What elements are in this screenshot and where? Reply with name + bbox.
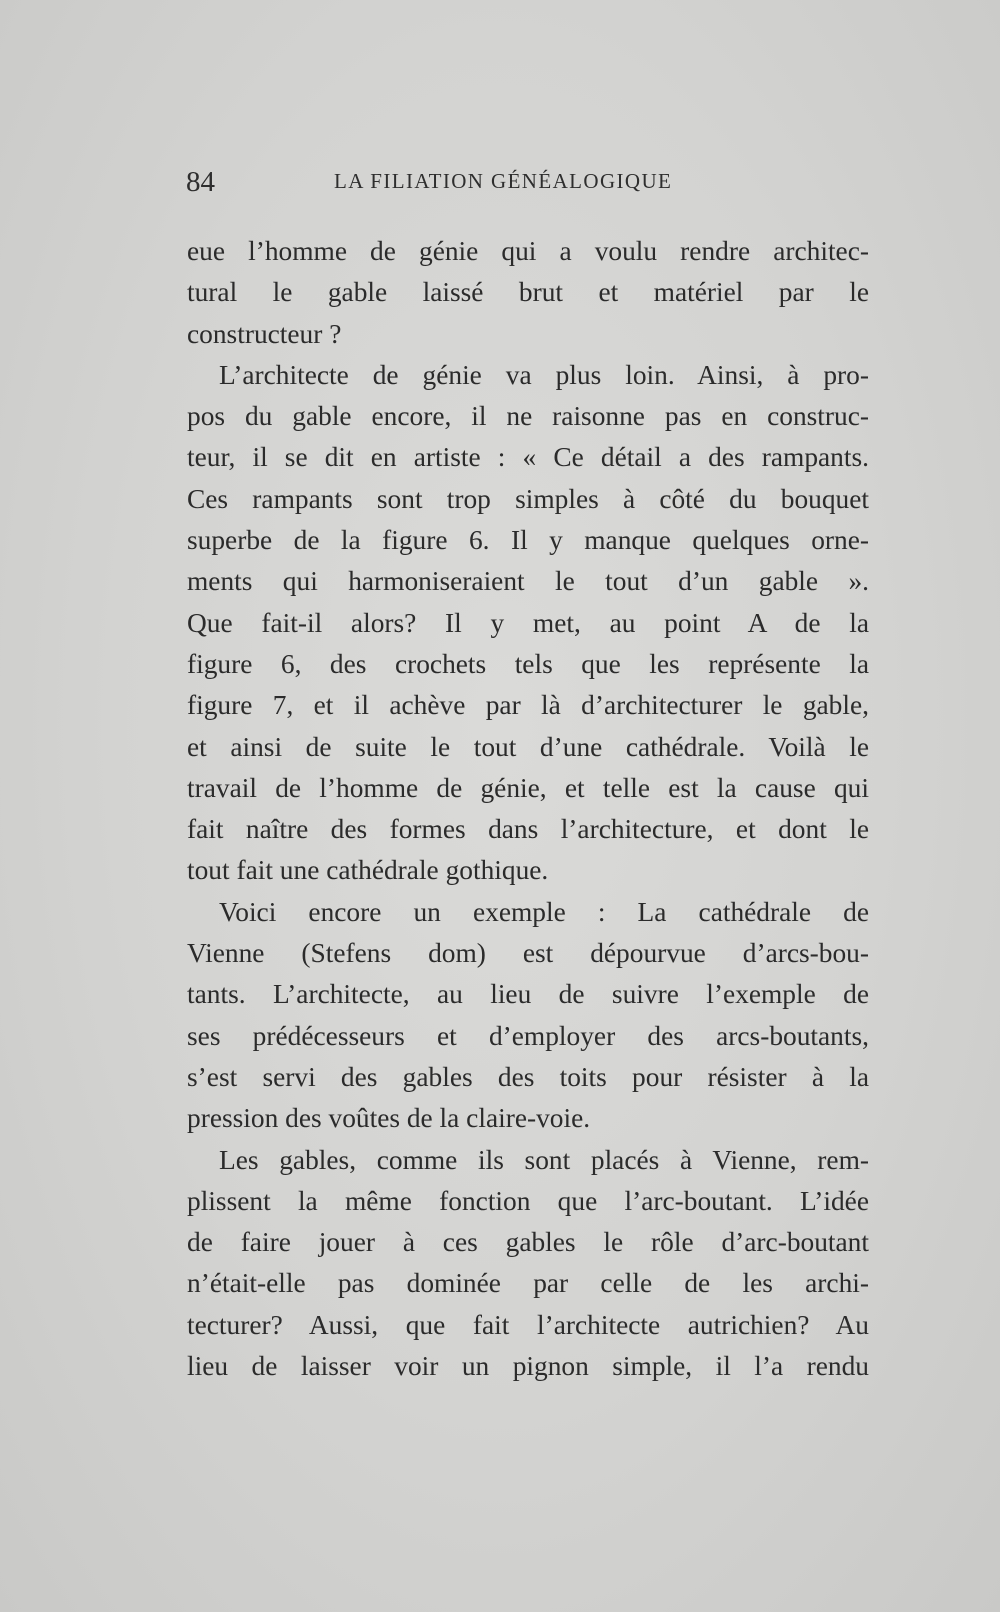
text-line: lieu de laisser voir un pignon simple, il l’a rendu [187, 1351, 869, 1382]
text-line: tecturer? Aussi, que fait l’architecte autrichien? Au [187, 1309, 869, 1340]
text-line: n’était-elle pas dominée par celle de les archi- [187, 1268, 869, 1299]
text-line: s’est servi des gables des toits pour résister à la [187, 1061, 869, 1092]
body-text [187, 231, 869, 1387]
running-head: LA FILIATION GÉNÉALOGIQUE [334, 169, 673, 193]
text-line: teur, il se dit en artiste : « Ce détail a des rampants. [187, 442, 869, 473]
paragraph-2 [187, 355, 869, 892]
text-line: et ainsi de suite le tout d’une cathédrale. Voilà le [187, 731, 869, 762]
paragraph-3 [187, 892, 869, 1140]
text-line: Ces rampants sont trop simples à côté du bouquet [187, 483, 869, 514]
text-line: L’architecte de génie va plus loin. Ainsi, à pro- [219, 359, 869, 390]
text-line: tout fait une cathédrale gothique. [187, 855, 549, 886]
text-line: pos du gable encore, il ne raisonne pas en construc- [187, 401, 869, 432]
paragraph-4 [187, 1140, 869, 1388]
text-line: tants. L’architecte, au lieu de suivre l’exemple de [187, 979, 869, 1010]
text-line: pression des voûtes de la claire-voie. [187, 1103, 591, 1134]
text-line: tural le gable laissé brut et matériel par le [187, 277, 869, 308]
page-header [186, 160, 876, 200]
text-line: superbe de la figure 6. Il y manque quelques orne- [187, 525, 869, 556]
paragraph-1 [187, 231, 869, 355]
text-line: figure 6, des crochets tels que les représente la [187, 648, 869, 679]
text-line: ments qui harmoniseraient le tout d’un gable ». [187, 566, 869, 597]
text-line: constructeur ? [187, 318, 342, 349]
text-line: figure 7, et il achève par là d’architecturer le gable, [187, 690, 869, 721]
text-line: Que fait-il alors? Il y met, au point A de la [187, 607, 869, 638]
text-line: de faire jouer à ces gables le rôle d’arc-boutant [187, 1227, 869, 1258]
text-line: eue l’homme de génie qui a voulu rendre architec- [187, 236, 869, 266]
text-line: plissent la même fonction que l’arc-boutant. L’idée [187, 1185, 869, 1216]
text-line: Les gables, comme ils sont placés à Vienne, rem- [219, 1144, 869, 1175]
text-line: travail de l’homme de génie, et telle est la cause qui [187, 772, 869, 803]
page-number: 84 [186, 166, 215, 198]
text-line: ses prédécesseurs et d’employer des arcs-boutants, [187, 1020, 869, 1051]
text-line: Voici encore un exemple : La cathédrale de [219, 896, 869, 927]
text-line: fait naître des formes dans l’architecture, et dont le [187, 814, 869, 845]
text-line: Vienne (Stefens dom) est dépourvue d’arcs-bou- [187, 938, 869, 969]
